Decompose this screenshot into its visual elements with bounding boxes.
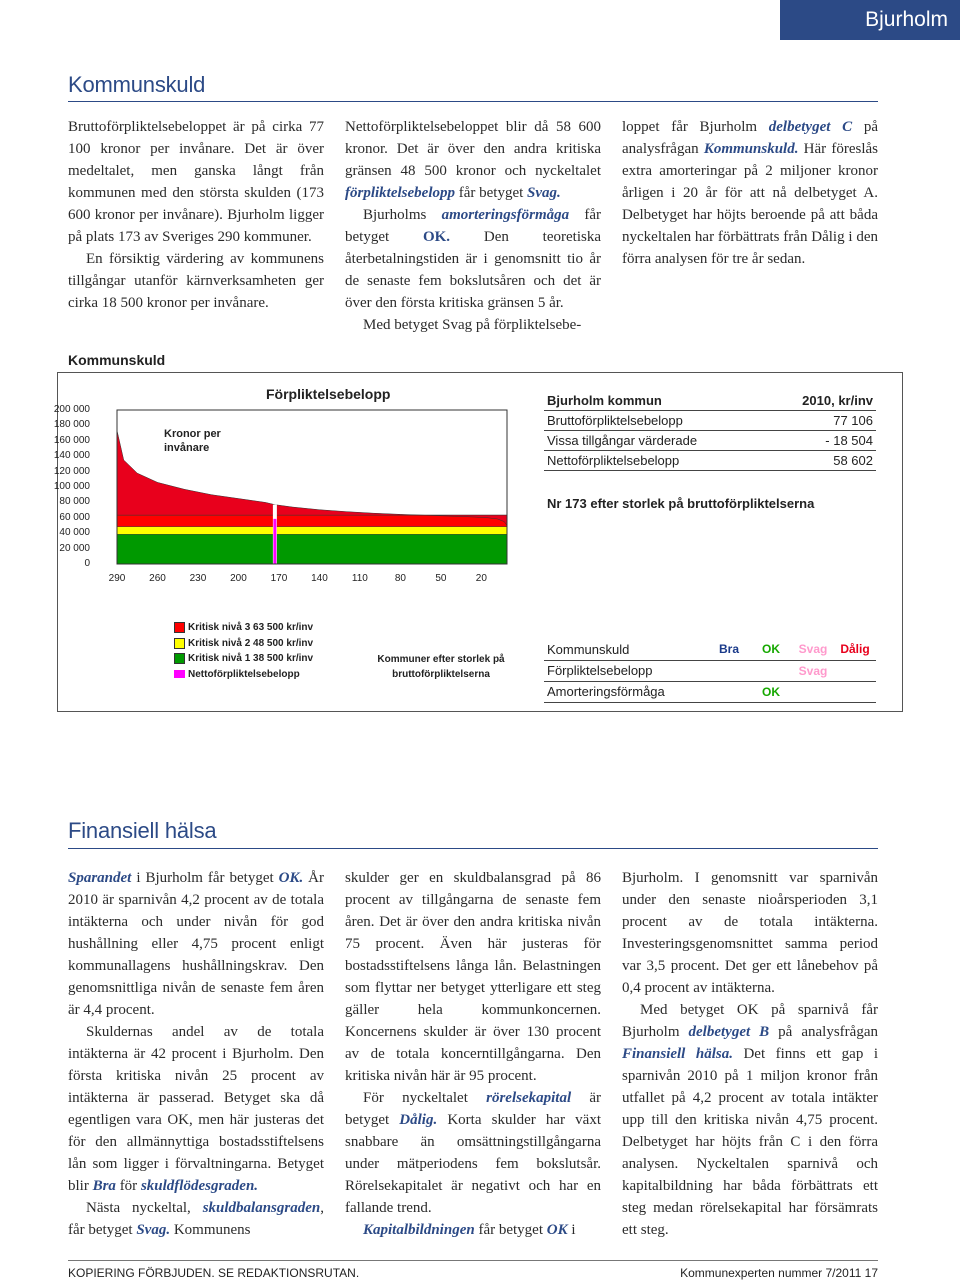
municipality-tag: Bjurholm — [780, 0, 960, 40]
grade-row-label: Förpliktelsebelopp — [544, 660, 708, 681]
paragraph: skulder ger en skuldbalansgrad på 86 procent av tillgångarna de senaste fem åren. Det är över den andra kritiska nivån 75 procent. Även här justeras för bostadsstiftelsens långa lån. Belastningen som flyttar ner betyget ytterligare ett steg gäller hela kommunkoncernen. Koncernens skulder är över 130 procent av de totala koncerntillgångarna. Den kritiska nivån här är 95 procent. — [345, 870, 601, 1084]
chart-legend — [174, 620, 313, 682]
finansiell-column-3 — [622, 867, 878, 1241]
grade-cell — [750, 660, 792, 681]
paragraph: Nettoförpliktelsebeloppet blir då 58 600 kronor. Det är över den andra kritiska gränsen 48 500 kronor och nyckeltalet förpliktelsebelopp får betyget Svag. — [345, 119, 601, 201]
paragraph: En försiktig värdering av kommunens tillgångar utanför kärnverksamheten ger cirka 18 500 kronor per invånare. — [68, 251, 324, 311]
key-label: Bjurholm kommun — [544, 391, 766, 411]
y-tick-label: 180 000 — [53, 419, 90, 431]
section-title-kommunskuld: Kommunskuld — [68, 72, 206, 97]
legend-item: Nettoförpliktelsebelopp — [174, 667, 313, 683]
grade-cell: OK — [750, 681, 792, 702]
paragraph: loppet får Bjurholm delbetyget C på analysfrågan Kommunskuld. Här föreslås extra amorteringar på 2 miljoner kronor årligen i 20 år för att nå delbetyget A. Delbetyget har höjts beroende på att båda nyckeltalen har förbättrats från Dålig i den förra analysen för tre år sedan. — [622, 119, 878, 267]
x-tick-label: 110 — [351, 573, 368, 584]
paragraph: Nästa nyckeltal, skuldbalansgraden, får betyget Svag. Kommunens — [68, 1200, 324, 1238]
chart-box-label: Kommunskuld — [68, 352, 166, 368]
finansiell-column-1 — [68, 867, 324, 1241]
legend-item: Kritisk nivå 1 38 500 kr/inv — [174, 651, 313, 667]
legend-item: Kritisk nivå 2 48 500 kr/inv — [174, 636, 313, 652]
key-table-row — [544, 431, 876, 451]
paragraph: Bruttoförpliktelsebeloppet är på cirka 77 100 kronor per invånare. Det är över medeltalet, men ganska långt från kommunen med den största skulden (173 600 kronor per invånare). Bjurholm ligger på plats 173 av Sveriges 290 kommuner. — [68, 119, 324, 245]
key-label: Nettoförpliktelsebelopp — [544, 451, 766, 471]
y-tick-label: 40 000 — [59, 527, 90, 539]
grade-header-2: Svag — [792, 639, 834, 660]
paragraph: Bjurholm. I genomsnitt var sparnivån under den senaste nioårsperioden 3,1 procent av de totala intäkterna. Investeringsgenomsnittet samma period var 3,5 procent. Det ger ett lånebehov på 0,4 procent av intäkterna. — [622, 870, 878, 996]
paragraph: Kapitalbildningen får betyget OK i — [363, 1222, 576, 1238]
grade-row-label: Amorteringsförmåga — [544, 681, 708, 702]
y-tick-label: 200 000 — [53, 404, 90, 415]
key-label: Vissa tillgångar värderade — [544, 431, 766, 451]
footer-copyright: KOPIERING FÖRBJUDEN. SE REDAKTIONSRUTAN. — [68, 1266, 360, 1280]
key-table-row — [544, 451, 876, 471]
y-tick-label: 0 — [84, 558, 90, 569]
paragraph: Med betyget Svag på förpliktelsebe- — [363, 317, 582, 333]
x-tick-label: 230 — [189, 573, 207, 584]
key-value: - 18 504 — [766, 431, 876, 451]
key-figures-table — [544, 391, 876, 471]
legend-swatch — [174, 653, 185, 664]
paragraph: Med betyget OK på sparnivå får Bjurholm delbetyget B på analysfrågan Finansiell hälsa. Det finns ett gap i sparnivån 2010 på 1 miljon kronor från utfallet på 4,2 procent av totala intäkter upp till den kritiska nivån 4,75 procent. Delbetyget har höjts från C i den förra analysen. Nyckeltalen sparnivå och kapitalbildning har båda förbättrats ett steg medan rörelsekapital har försämrats ett steg. — [622, 1002, 878, 1238]
section-title-finansiell-halsa: Finansiell hälsa — [68, 818, 217, 843]
legend-swatch — [174, 622, 185, 633]
x-tick-label: 20 — [475, 573, 487, 584]
legend-swatch — [174, 638, 185, 649]
grade-header-row — [544, 639, 876, 660]
grade-cell — [834, 660, 876, 681]
key-value: 2010, kr/inv — [766, 391, 876, 411]
x-tick-label: 290 — [108, 573, 126, 584]
x-tick-label: 200 — [230, 573, 247, 584]
grade-cell: Svag — [792, 660, 834, 681]
grade-table — [544, 639, 876, 703]
section-rule — [68, 848, 878, 849]
paragraph: För nyckeltalet rörelsekapital är betyget Dålig. Korta skulder har växt snabbare än omsättningstillgångarna under mätperiodens fem bokslutsår. Rörelsekapitalet är negativt och har en fallande trend. — [345, 1090, 601, 1216]
finansiell-column-2 — [345, 867, 601, 1241]
y-tick-label: 160 000 — [53, 434, 90, 446]
brutto-area — [117, 430, 507, 525]
key-value: 77 106 — [766, 411, 876, 431]
y-tick-label: 80 000 — [59, 496, 90, 508]
grade-header-1: OK — [750, 639, 792, 660]
x-tick-label: 50 — [435, 573, 447, 584]
paragraph: Bjurholms amorteringsförmåga får betyget OK. Den teoretiska återbetalningstiden är i genomsnitt tio år de senaste fem bokslutsåren och det är över den första kritiska gränsen 5 år. — [345, 207, 601, 311]
grade-cell — [708, 660, 750, 681]
footer — [68, 1266, 878, 1280]
x-tick-label: 170 — [270, 573, 288, 584]
chart-title: Förpliktelsebelopp — [266, 386, 391, 402]
key-value: 58 602 — [766, 451, 876, 471]
key-table-row — [544, 391, 876, 411]
kommuner-label: Kommuner efter storlek på bruttoförpliktelserna — [377, 654, 505, 680]
paragraph: Skuldernas andel av de totala intäkterna är 42 procent i Bjurholm. Den första kritiska nivån 25 procent av intäkterna är passerad. Betyget ska då egentligen vara OK, men här justeras det för den allmännyttiga bostadsstiftelsens lån som ligger i förvaltningarna. Betyget blir Bra för skuldflödesgraden. — [68, 1024, 324, 1194]
legend-swatch — [174, 670, 185, 678]
key-table-row — [544, 411, 876, 431]
paragraph: Sparandet i Bjurholm får betyget OK. År 2010 är sparnivån 4,2 procent av de totala intäkterna och under nivån för god hushållning eller 4,75 procent enligt kommunallagens hushållningskrav. Den genomsnittliga nivån de senaste fem åren är 4,4 procent. — [68, 870, 325, 1018]
grade-row — [544, 660, 876, 681]
y-tick-label: 60 000 — [59, 511, 90, 523]
x-tick-label: 80 — [394, 573, 406, 584]
rank-text: Nr 173 efter storlek på bruttoförpliktelserna — [547, 496, 815, 511]
x-tick-label: 260 — [149, 573, 166, 584]
grade-cell — [834, 681, 876, 702]
critical-band-1 — [117, 534, 507, 564]
grade-row — [544, 681, 876, 702]
grade-header-0: Bra — [708, 639, 750, 660]
footer-rule — [68, 1260, 878, 1261]
chart-ylabel: Kronor per invånare — [164, 428, 221, 454]
legend-item: Kritisk nivå 3 63 500 kr/inv — [174, 620, 313, 636]
y-tick-label: 140 000 — [53, 450, 90, 462]
grade-header-3: Dålig — [834, 639, 876, 660]
y-tick-label: 120 000 — [53, 465, 90, 477]
footer-issue: Kommunexperten nummer 7/2011 17 — [680, 1266, 878, 1280]
grade-cell — [708, 681, 750, 702]
key-label: Bruttoförpliktelsebelopp — [544, 411, 766, 431]
y-tick-label: 100 000 — [53, 481, 90, 492]
x-tick-label: 140 — [311, 573, 328, 584]
grade-cell — [792, 681, 834, 702]
y-tick-label: 20 000 — [59, 542, 90, 554]
grade-table-title: Kommunskuld — [544, 639, 708, 660]
